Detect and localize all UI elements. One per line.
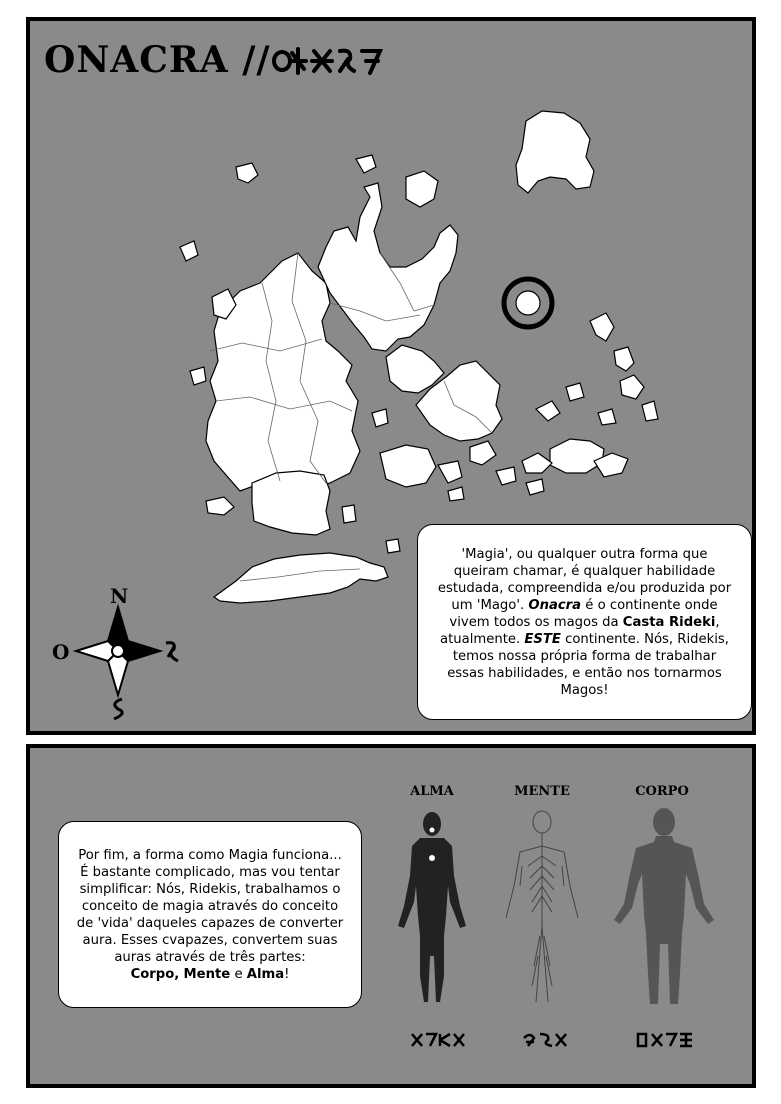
map-caption-text: 'Magia', ou qualquer outra forma que queiram chamar, é qualquer habilidade estudada, compreendida e/ou produzida por um 'Mago'. Onacra é o continente onde vivem todos os magos da Casta Rideki, atualmente. ESTE continente. Nós, Ridekis, temos nossa própria forma de trabalhar essas habilidades, e então nos tornarmos Magos! [437,546,732,698]
compass-rose [48,581,188,721]
map-panel [26,17,756,735]
corpo-rune-glyph [636,1032,696,1048]
compass-west-label: O [52,640,70,664]
figure-label-corpo: CORPO [635,784,689,799]
alma-figure [390,806,474,1006]
south-rune-glyph [114,699,122,719]
northern-peninsula [318,183,458,351]
mente-figure [500,806,584,1006]
page-title: ONACRA // [44,39,271,81]
compass-north-label: N [110,584,129,608]
map-caption-bubble [417,524,752,720]
alma-rune-glyph [410,1032,470,1048]
east-rune-glyph [166,643,178,661]
magic-caption-text: Por fim, a forma como Magia funciona... É bastante complicado, mas vou tentar simplificar: Nós, Ridekis, trabalhamos o conceito de magia através do conceito de 'vida' daqueles capazes de converter aura. Esses cvapazes, convertem suas auras através de três partes: Corpo, Mente e Alma! [76,847,344,982]
magic-panel [26,744,756,1088]
mente-rune-glyph [522,1032,570,1048]
magic-caption-bubble [58,821,362,1008]
figure-label-alma: ALMA [410,784,454,799]
southern-island [214,553,388,603]
corpo-figure [612,804,716,1008]
figure-label-mente: MENTE [514,784,570,799]
southern-block [252,471,330,535]
northeast-island [516,111,594,193]
